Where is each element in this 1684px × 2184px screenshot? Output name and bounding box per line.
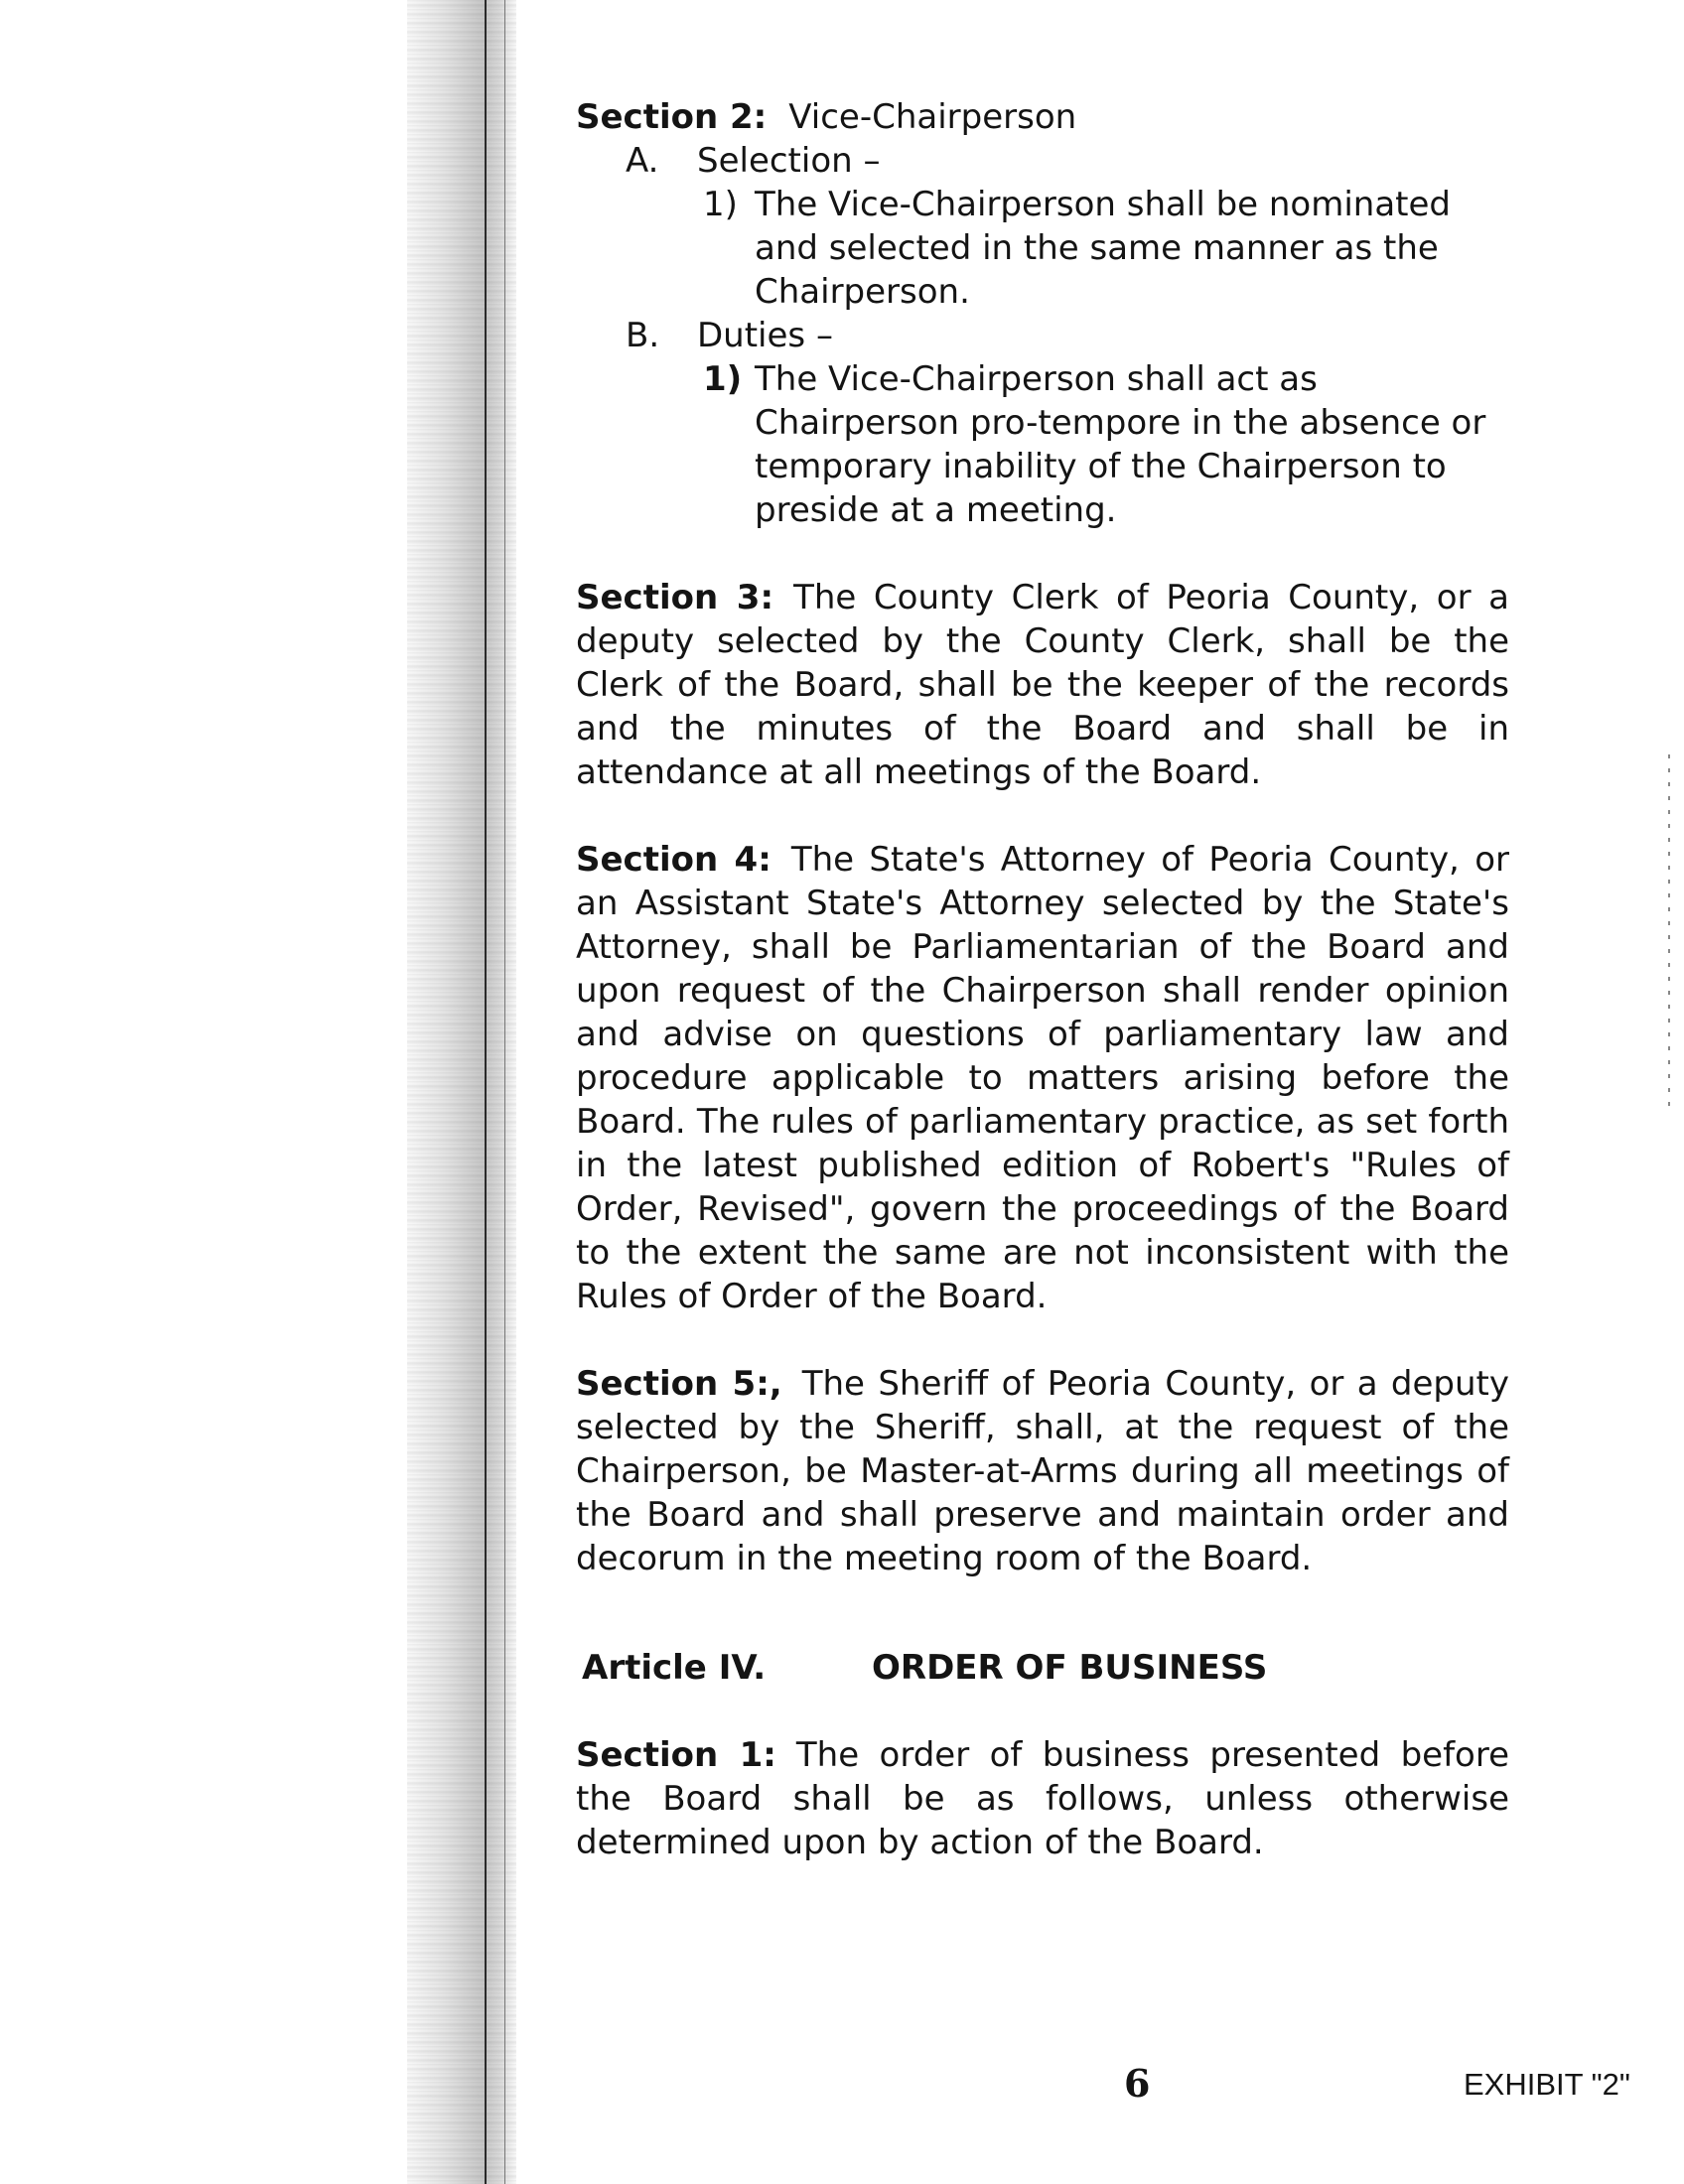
- item-b-label: Duties –: [697, 316, 833, 355]
- section-2-label: Section 2:: [576, 97, 768, 137]
- section-5: [576, 1362, 1509, 1580]
- section-2-item-b-1: [703, 357, 1509, 532]
- article-4-heading: [582, 1646, 1509, 1690]
- item-b-1-text: The Vice-Chairperson shall act as Chairperson pro-tempore in the absence or temporary inability of the Chairperson to preside at a meeting.: [755, 359, 1486, 530]
- item-b-1-marker: 1): [703, 359, 743, 399]
- exhibit-label: EXHIBIT "2": [1464, 2067, 1630, 2102]
- section-2-item-a-1: [703, 183, 1509, 314]
- scan-specks: [1668, 754, 1670, 1112]
- binding-line-inner: [504, 0, 505, 2184]
- item-a-marker: A.: [626, 141, 659, 181]
- section-4: [576, 838, 1509, 1318]
- section-5-text: The Sheriff of Peoria County, or a deputy selected by the Sheriff, shall, at the request of the Chairperson, be Master-at-Arms during all meetings of the Board and shall preserve and maintain order and decorum in the meeting room of the Board.: [576, 1364, 1509, 1578]
- article-4-section-1-text: The order of business presented before the Board shall be as follows, unless otherwise determined upon by action of the Board.: [576, 1735, 1509, 1862]
- section-2-heading: [576, 95, 1509, 139]
- scanned-binding-edge: [407, 0, 516, 2184]
- section-5-label: Section 5:,: [576, 1364, 782, 1404]
- section-4-label: Section 4:: [576, 840, 772, 880]
- section-2-title: Vice-Chairperson: [788, 97, 1077, 137]
- section-2-item-b: [626, 314, 1509, 357]
- article-4-section-1: [576, 1733, 1509, 1864]
- item-a-1-text: The Vice-Chairperson shall be nominated and selected in the same manner as the Chairperson.: [755, 185, 1452, 312]
- article-4-number: Article IV.: [582, 1648, 767, 1688]
- item-b-marker: B.: [626, 316, 660, 355]
- article-4-section-1-label: Section 1:: [576, 1735, 776, 1775]
- document-body: [576, 95, 1509, 1864]
- section-4-text: The State's Attorney of Peoria County, or an Assistant State's Attorney selected by the State's Attorney, shall be Parliamentarian of the Board and upon request of the Chairperson shall render opinion and advise on questions of parliamentary law and procedure applicable to matters arising before the Board. The rules of parliamentary practice, as set forth in the latest published edition of Robert's "Rules of Order, Revised", govern the proceedings of the Board to the extent the same are not inconsistent with the Rules of Order of the Board.: [576, 840, 1509, 1316]
- item-a-1-marker: 1): [703, 185, 738, 224]
- article-4-title: ORDER OF BUSINESS: [872, 1648, 1268, 1688]
- item-a-label: Selection –: [697, 141, 881, 181]
- page-number: 6: [1124, 2061, 1151, 2106]
- section-2: [576, 95, 1509, 532]
- binding-line: [485, 0, 487, 2184]
- section-3: [576, 576, 1509, 794]
- section-3-text: The County Clerk of Peoria County, or a deputy selected by the County Clerk, shall be the Clerk of the Board, shall be the keeper of the records and the minutes of the Board and shall be in attendance at all meetings of the Board.: [576, 578, 1510, 792]
- section-2-item-a: [626, 139, 1509, 183]
- section-3-label: Section 3:: [576, 578, 774, 617]
